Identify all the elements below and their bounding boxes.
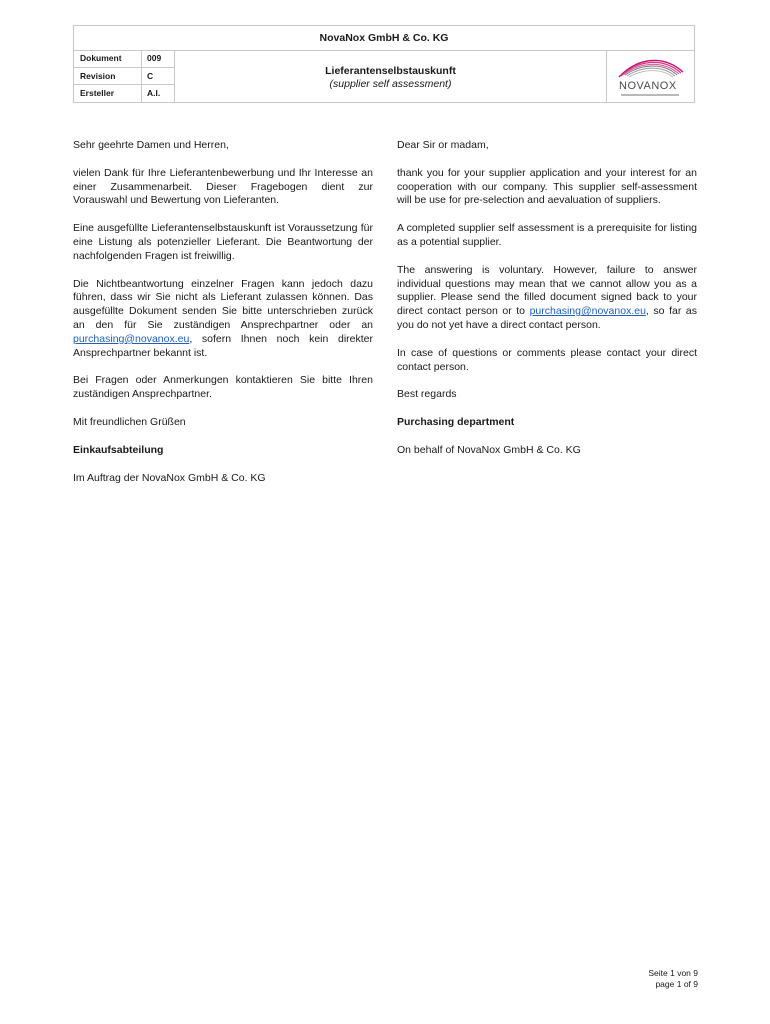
meta-row-revision	[74, 68, 175, 86]
salutation: Sehr geehrte Damen und Herren,	[73, 139, 229, 151]
paragraph: Bei Fragen oder Anmerkungen kontaktieren Sie bitte Ihren zuständigen Ansprechpartner.	[73, 374, 373, 401]
logo-wordmark: NOVANOX	[619, 80, 677, 92]
meta-value: C	[142, 68, 175, 85]
page-number-en: page 1 of 9	[655, 979, 698, 989]
paragraph-text: The answering is voluntary. However, failure to answer individual questions may mean that we cannot allow you as a supplier. Please send the filled document signed back to your direct contact person or to	[397, 263, 697, 318]
company-logo	[607, 50, 694, 103]
closing: Mit freundlichen Grüßen	[73, 415, 186, 428]
logo-tagline-bar	[621, 94, 679, 96]
meta-value: 009	[142, 50, 175, 67]
paragraph: vielen Dank für Ihre Lieferantenbewerbung und Ihr Interesse an einer Zusammenarbeit. Dieser Fragebogen dient zur Vorauswahl und Bewertung von Lieferanten.	[73, 166, 373, 207]
email-link[interactable]: purchasing@novanox.eu	[529, 305, 646, 318]
english-letter	[397, 139, 697, 458]
on-behalf: On behalf of NovaNox GmbH & Co. KG	[397, 443, 581, 456]
page-footer	[648, 968, 698, 990]
salutation: Dear Sir or madam,	[397, 139, 489, 151]
document-header	[73, 25, 695, 103]
paragraph-text: , so far as you do not yet have a direct contact person.	[397, 305, 697, 331]
paragraph: In case of questions or comments please contact your direct contact person.	[397, 346, 697, 373]
paragraph-text: , sofern Ihnen noch kein direkter Ansprechpartner bekannt ist.	[73, 332, 373, 359]
document-meta	[74, 50, 175, 103]
paragraph	[397, 264, 697, 333]
page-number-de: Seite 1 von 9	[648, 968, 698, 978]
paragraph: Eine ausgefüllte Lieferantenselbstauskunft ist Voraussetzung für eine Listung als potenzieller Lieferant. Die Beantwortung der nachfolgenden Fragen ist freiwillig.	[73, 222, 373, 262]
paragraph: thank you for your supplier application and your interest for an cooperation with our company. This supplier self-assessment will be use for pre-selection and aevaluation of suppliers.	[397, 166, 697, 207]
meta-row-document	[74, 50, 175, 68]
meta-key: Revision	[74, 68, 142, 85]
title-cell	[175, 50, 607, 103]
email-link[interactable]: purchasing@novanox.eu	[73, 332, 190, 345]
paragraph: A completed supplier self assessment is a prerequisite for listing as a potential supplier.	[397, 222, 697, 248]
paragraph-text: Die Nichtbeantwortung einzelner Fragen kann jedoch dazu führen, dass wir Sie nicht als Lieferant zulassen können. Das ausgefüllte Dokument senden Sie bitte unterschrieben zurück an den für Sie zuständigen Ansprechpartner oder an	[73, 277, 373, 331]
document-subtitle: (supplier self assessment)	[329, 78, 452, 90]
logo-swoosh-icon	[607, 50, 694, 84]
meta-value: A.I.	[142, 85, 175, 103]
closing: Best regards	[397, 388, 457, 401]
company-name: NovaNox GmbH & Co. KG	[74, 26, 694, 51]
department: Einkaufsabteilung	[73, 443, 164, 456]
document-title: Lieferantenselbstauskunft	[325, 65, 456, 77]
on-behalf: Im Auftrag der NovaNox GmbH & Co. KG	[73, 471, 266, 484]
meta-key: Ersteller	[74, 85, 142, 103]
paragraph	[73, 278, 373, 361]
meta-key: Dokument	[74, 50, 142, 67]
meta-row-author	[74, 85, 175, 103]
department: Purchasing department	[397, 416, 515, 429]
german-letter	[73, 139, 373, 485]
